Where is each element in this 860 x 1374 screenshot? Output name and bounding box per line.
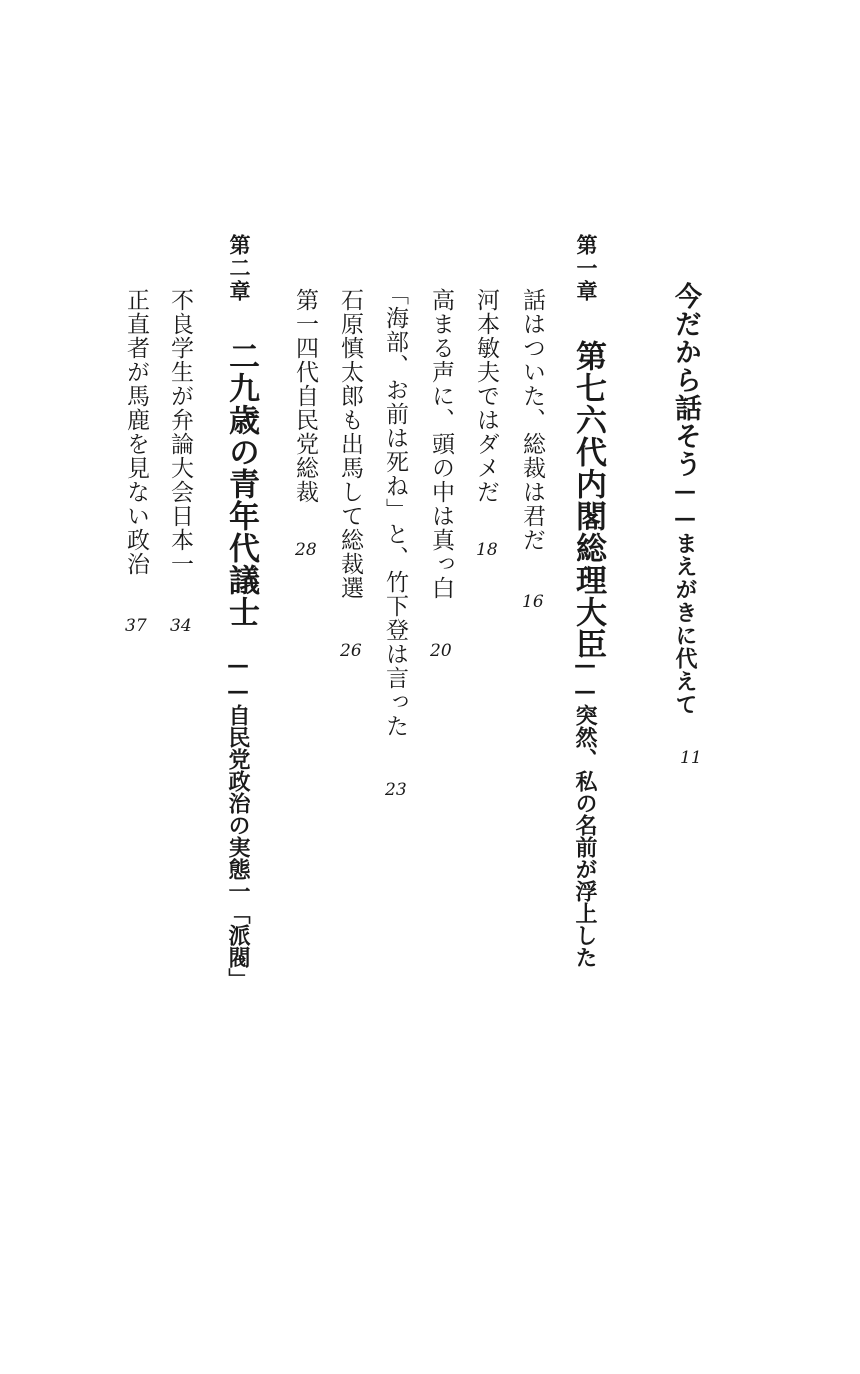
chapter2-subtitle-line	[227, 652, 249, 990]
chapter1-title-text: 第七六代内閣総理大臣	[570, 340, 606, 660]
intro-title: 今だから話そう	[670, 282, 701, 478]
chapter1-entry-page: 18	[476, 540, 498, 560]
chapter1-entry: 石原慎太郎も出馬して総裁選	[337, 288, 363, 600]
chapter1-entry-page: 20	[430, 641, 452, 661]
chapter1-entry-page: 26	[340, 641, 362, 661]
chapter2-subtitle: 自民党政治の実態一「派閥」	[225, 704, 251, 990]
chapter1-entry-page: 16	[522, 592, 544, 612]
intro-page-number: 11	[680, 748, 702, 768]
chapter1-entry-page: 28	[295, 540, 317, 560]
chapter1-entry-page: 23	[385, 780, 407, 800]
chapter1-dash: ——	[572, 652, 598, 704]
chapter2-entry: 不良学生が弁論大会日本一	[167, 288, 193, 576]
chapter1-subtitle: 突然、私の名前が浮上した	[572, 704, 598, 968]
intro-heading	[672, 282, 699, 716]
chapter1-label: 第一章	[574, 234, 599, 303]
chapter1-entry: 「海部、お前は死ね」と、竹下登は言った	[382, 282, 408, 738]
chapter2-entry-page: 37	[125, 616, 147, 636]
chapter2-label: 第二章	[227, 234, 252, 303]
chapter1-entry: 河本敏夫ではダメだ	[473, 288, 499, 504]
chapter1-title	[570, 340, 606, 660]
chapter1-entry: 第一四代自民党総裁	[292, 288, 318, 504]
intro-dash: ——	[672, 478, 698, 532]
intro-subtitle: まえがきに代えて	[672, 532, 698, 716]
chapter2-dash: ——	[225, 652, 251, 704]
chapter1-entry: 高まる声に、頭の中は真っ白	[428, 288, 454, 600]
chapter2-entry-page: 34	[170, 616, 192, 636]
chapter2-title-text: 二九歳の青年代議士	[223, 340, 259, 628]
chapter2-title	[223, 340, 259, 628]
chapter1-subtitle-line	[574, 652, 596, 968]
chapter2-entry: 正直者が馬鹿を見ない政治	[123, 288, 149, 576]
chapter1-entry: 話はついた、総裁は君だ	[519, 288, 545, 552]
